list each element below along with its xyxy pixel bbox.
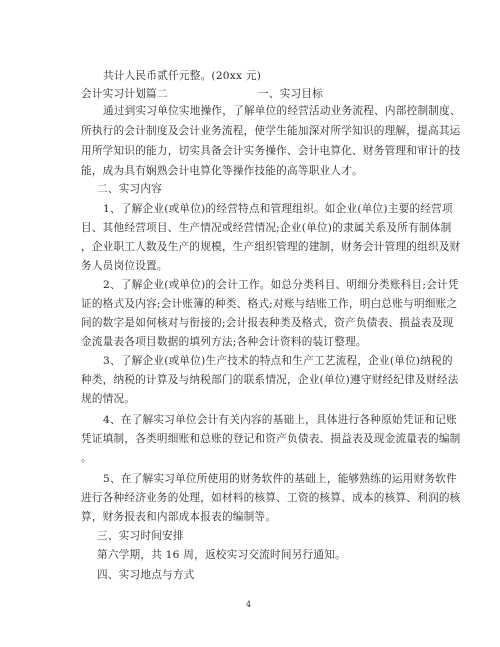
text-line: 第六学期，共 16 周，返校实习交流时间另行通知。 (97, 549, 346, 561)
text-line: 能，成为具有娴熟会计电算化等操作技能的高等职业人才。 (81, 165, 363, 177)
text-line: 2、了解企业(或单位)的会计工作。如总分类科目、明细分类账科目;会计凭 (103, 279, 459, 291)
text-line: 1、了解企业(或单位)的经营特点和管理组织。如企业(单位)主要的经营项 (103, 203, 453, 215)
text-line: 用所学知识的能力，切实具备会计实务操作、会计电算化、财务管理和审计的技 (81, 145, 461, 157)
text-line: 。 (81, 452, 92, 464)
section-heading: 四、实习地点与方式 (97, 569, 195, 581)
text-line: 通过到实习单位实地操作，了解单位的经营活动业务流程、内部控制制度、 (103, 105, 461, 117)
section-heading: 三、实习时间安排 (97, 530, 184, 542)
text-line: 4、在了解实习单位会计有关内容的基础上，具体进行各种原始凭证和记账 (103, 414, 457, 426)
text-line: 凭证填制，各类明细账和总账的登记和资产负债表、损益表及现金流量表的编制 (81, 433, 461, 445)
section-heading: 一、实习目标 (258, 88, 324, 100)
text-line: 规的情况。 (81, 393, 136, 405)
text-line: 金流量表各项目数据的填列方法;各种会计资料的装订整理。 (81, 336, 367, 348)
text-line: 间的数字是如何核对与衔接的;会计报表种类及格式，资产负债表、损益表及现 (81, 317, 454, 329)
text-line: 务人员岗位设置。 (81, 260, 168, 272)
text-line: 目、其他经营项目、生产情况或经营情况;企业(单位)的隶属关系及所有制体制 (81, 222, 452, 234)
page-number: 4 (246, 600, 252, 609)
section-heading: 二、实习内容 (97, 183, 163, 195)
text-line: 进行各种经济业务的处理，如材料的核算、工资的核算、成本的核算、利润的核 (81, 492, 461, 504)
text-line: 5、在了解实习单位所使用的财务软件的基础上，能够熟练的运用财务软件 (103, 473, 457, 485)
text-line: 共计人民币贰仟元整。(20xx 元) (103, 70, 262, 82)
section-heading: 会计实习计划篇二 (81, 88, 168, 100)
text-line: 种类，纳税的计算及与纳税部门的联系情况，企业(单位)遵守财经纪律及财经法 (81, 374, 459, 386)
text-line: 算，财务报表和内部成本报表的编制等。 (81, 511, 277, 523)
text-line: 所执行的会计制度及会计业务流程，使学生能加深对所学知识的理解，提高其运 (81, 125, 461, 137)
text-line: ，企业职工人数及生产的规模，生产组织管理的建制，财务会计管理的组织及财 (81, 241, 461, 253)
text-line: 3、了解企业(或单位)生产技术的特点和生产工艺流程，企业(单位)纳税的 (103, 355, 453, 367)
text-line: 证的格式及内容;会计账簿的种类、格式;对账与结账工作，明白总账与明细账之 (81, 298, 458, 310)
